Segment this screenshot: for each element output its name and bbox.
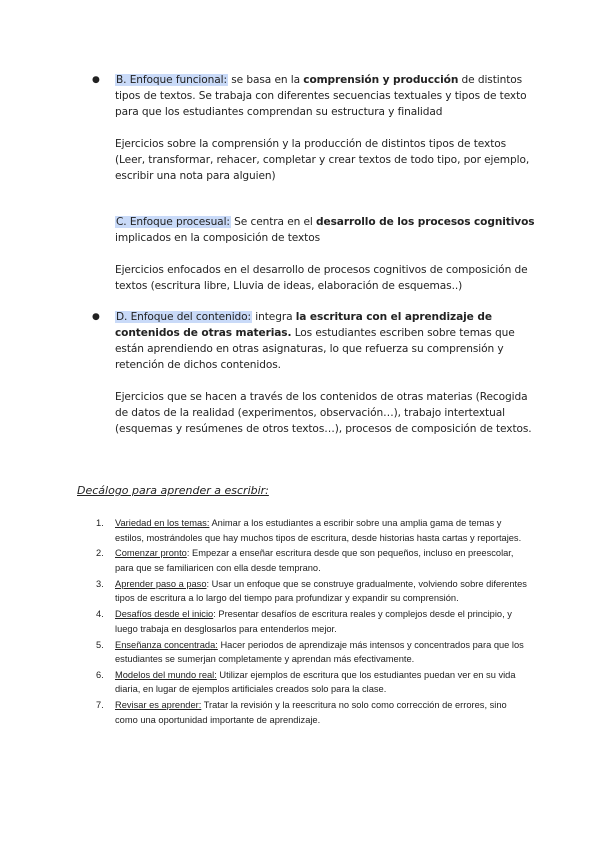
item-term: Modelos del mundo real:: [115, 669, 217, 680]
item-number: 7.: [96, 700, 104, 711]
item-text: Hacer periodos de aprendizaje más intensos y concentrados para que los estudiantes se sumerjan completamente y aprendan más efectivamente.: [115, 639, 524, 665]
list-item: [96, 638, 528, 667]
item-text: : Empezar a enseñar escritura desde que son pequeños, incluso en preescolar, para que se familiaricen con ella desde temprano.: [115, 548, 514, 573]
enfoque-contenido: [115, 309, 535, 437]
item-text: : Usar un enfoque que se construye gradualmente, volviendo sobre diferentes tipos de escritura a lo largo del tiempo para profundizar y expandir su comprensión.: [115, 578, 527, 604]
list-item: [96, 546, 528, 575]
item-term: Aprender paso a paso: [115, 578, 207, 589]
bullet-icon: ●: [92, 75, 100, 85]
item-term: Desafíos desde el inicio: [115, 609, 214, 620]
enfoque-label: C. Enfoque procesual:: [116, 216, 230, 228]
enfoque-intro: [115, 214, 535, 246]
item-term: Revisar es aprender:: [115, 700, 202, 711]
item-number: 5.: [96, 639, 104, 650]
item-term: Enseñanza concentrada:: [115, 639, 218, 650]
enfoque-ejercicios: Ejercicios enfocados en el desarrollo de procesos cognitivos de composición de textos (escritura libre, Lluvia de ideas, elaboración de esquemas..): [115, 264, 528, 292]
decalogo-title: Decálogo para aprender a escribir:: [77, 484, 269, 497]
intro-rest: Los estudiantes escriben sobre temas que están aprendiendo en otras asignaturas, lo que refuerza su comprensión y retención de dichos contenidos.: [115, 327, 515, 371]
intro-bold: la escritura con el aprendizaje de contenidos de otras materias.: [115, 311, 492, 339]
intro-rest: de distintos tipos de textos. Se trabaja con diferentes secuencias textuales y tipos de texto para que los estudiantes comprendan su estructura y finalidad: [115, 74, 527, 118]
enfoque-intro: [115, 309, 535, 373]
bullet-icon: ●: [92, 312, 100, 322]
enfoque-ejercicios: Ejercicios sobre la comprensión y la producción de distintos tipos de textos (Leer, transformar, rehacer, completar y crear textos de todo tipo, por ejemplo, escribir una nota para alguien): [115, 138, 530, 182]
item-text: Tratar la revisión y la reescritura no solo como corrección de errores, sino como una oportunidad importante de aprendizaje.: [115, 700, 507, 725]
item-text: : Presentar desafíos de escritura reales y complejos desde el principio, y luego trabaja en desglosarlos para entenderlos mejor.: [115, 609, 512, 634]
enfoque-intro: [115, 72, 535, 120]
enfoque-label: B. Enfoque funcional:: [116, 74, 227, 86]
list-item: [96, 698, 528, 727]
enfoque-label: D. Enfoque del contenido:: [116, 311, 252, 323]
enfoque-funcional: [115, 72, 535, 184]
item-number: 6.: [96, 669, 104, 680]
intro-text: integra: [252, 311, 296, 323]
list-item: [96, 607, 528, 636]
item-number: 1.: [96, 518, 104, 528]
list-item: [96, 668, 528, 697]
intro-text: se basa en la: [227, 74, 304, 86]
intro-bold: desarrollo de los procesos cognitivos: [316, 216, 535, 228]
intro-bold: comprensión y producción: [303, 74, 459, 86]
intro-text: Se centra en el: [230, 216, 317, 228]
item-text: Animar a los estudiantes a escribir sobre una amplia gama de temas y estilos, mostrándoles que hay muchos tipos de escritura, desde historias hasta cartas y reportajes.: [115, 518, 522, 543]
enfoque-ejercicios: Ejercicios que se hacen a través de los contenidos de otras materias (Recogida de datos de la realidad (experimentos, observación…), trabajo intertextual (esquemas y resúmenes de otros textos…), procesos de composición de textos.: [115, 391, 532, 435]
item-number: 2.: [96, 548, 104, 559]
item-term: Comenzar pronto: [115, 548, 187, 559]
list-item: [96, 577, 528, 606]
list-item: [96, 516, 528, 545]
enfoque-procesual: [115, 214, 535, 294]
item-term: Variedad en los temas:: [115, 518, 210, 528]
item-number: 3.: [96, 578, 104, 589]
item-text: Utilizar ejemplos de escritura que los estudiantes puedan ver en su vida diaria, en lugar de ejemplos artificiales creados solo para la clase.: [115, 669, 516, 695]
intro-rest: implicados en la composición de textos: [115, 232, 321, 244]
decalogo-list: [96, 516, 528, 729]
item-number: 4.: [96, 609, 104, 620]
